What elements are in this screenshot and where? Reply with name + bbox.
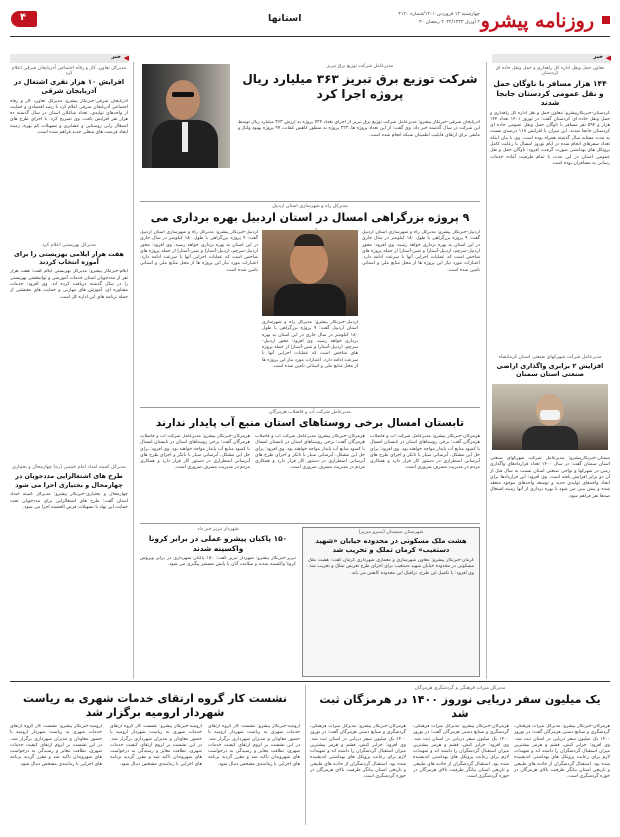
kicker-3: مدیرکل کمیته امداد امام خمینی (ره) چهارمحال و بختیاری — [12, 465, 126, 471]
article-body-col2: هرمزگان-خبرنگار پیشرو: مدیرکل میراث فرهنگی، گردشگری و صنایع دستی هرمزگان گفت: در نوروز ۱۴۰۰ یک میلیون سفر دریایی در استان ثبت شد. وی افزود: جزایر کیش، قشم و هرمز بیشترین میزان استقبال گردشگران را داشته اند و تمهیدات لازم برای رعایت پروتکل های بهداشتی اندیشیده شده بود. استقبال گردشگران از جاذبه های طبیعی و تاریخی استان بیانگر ظرفیت بالای هرمزگان در حوزه گردشگری است. — [413, 724, 509, 780]
article-body: آذربایجان شرقی-خبرنگار پیشرو: مدیرکل تعاون، کار و رفاه اجتماعی آذربایجان شرقی اعلام کرد با رشد اقتصادی و حمایت از واحدهای تولیدی، تعداد شاغلان استان در سال گذشته ده هزار نفر افزایش یافت. وی تصریح کرد: با اجرای طرح های اشتغال زایی روستایی و عشایری و تسهیلات کم بهره، زمینه ایجاد فرصت های شغلی جدید فراهم شده است. — [10, 98, 128, 136]
article-body-col2: ارومیه-خبرنگار پیشرو: نشست کار گروه ارتقای خدمات شهری به ریاست شهردار ارومیه با حضور معاونان و مدیران شهرداری برگزار شد. در این نشست بر لزوم ارتقای کیفیت خدمات شهری، نظافت معابر و رسیدگی به درخواست های شهروندان تاکید شد و مقرر گردید برنامه های اجرایی با زمانبندی مشخص دنبال شود. — [110, 724, 202, 767]
headline: ۱۵۰ پاکبان پیشرو عملی در برابر کرونا واکسینه شدند — [148, 534, 288, 553]
article-body-col3: هرمزگان-خبرنگار پیشرو: مدیرکل میراث فرهنگی، گردشگری و صنایع دستی هرمزگان گفت: در نوروز ۱۴۰۰ یک میلیون سفر دریایی در استان ثبت شد. وی افزود: جزایر کیش، قشم و هرمز بیشترین میزان استقبال گردشگران را داشته اند و تمهیدات لازم برای رعایت پروتکل های بهداشتی اندیشیده شده بود. استقبال گردشگران از جاذبه های طبیعی و تاریخی استان بیانگر ظرفیت بالای هرمزگان در حوزه گردشگری است. — [310, 724, 406, 780]
article-body-col3: اردبیل-خبرنگار پیشرو: مدیرکل راه و شهرسازی استان اردبیل گفت: ۹ پروژه بزرگراهی با طول ۱۸۰ کیلومتر در سال جاری در این استان به بهره برداری خواهد رسید. وی افزود: محور اردبیل-سرچم، اردبیل-آستارا و نمین-آستارا از جمله پروژه های شاخص است که عملیات اجرایی آنها با سرعت ادامه دارد. اعتبارات مورد نیاز این پروژه ها از محل منابع ملی و استانی تامین شده است. — [262, 320, 358, 370]
kicker: مدیرکل میراث فرهنگی و گردشگری هرمزگان — [414, 686, 506, 691]
article-body-2: ایلام-خبرنگار پیشرو: مدیرکل بهزیستی ایلام گفت: هفت هزار نفر از مددجویان استان خدمات آموزشی و توانبخشی بهزیستی را در سال گذشته دریافت کرده اند. وی افزود: خدمات مشاوره ای، آموزش های مهارتی و حمایت های معیشتی از جمله برنامه های این اداره کل است. — [10, 269, 128, 300]
kicker: شهرستان سیستان (سیرو میریز) — [358, 530, 424, 535]
photo-official-masked — [492, 384, 608, 450]
label-right: خبر — [593, 54, 603, 60]
kicker: مدیرکل راه و شهرسازی استان اردبیل — [272, 204, 348, 209]
article-body: اردبیل-خبرنگار پیشرو: مدیرکل راه و شهرسازی استان اردبیل گفت: ۹ پروژه بزرگراهی با طول ۱۸۰ کیلومتر در سال جاری در این استان به بهره برداری خواهد رسید. وی افزود: محور اردبیل-سرچم، اردبیل-آستارا و نمین-آستارا از جمله پروژه های شاخص است که عملیات اجرایی آنها با سرعت ادامه دارد. اعتبارات مورد نیاز این پروژه ها از محل منابع ملی و استانی تامین شده است. — [362, 230, 480, 273]
headline: تابستان امسال برخی روستاهای استان منبع آب پایدار ندارند — [155, 417, 465, 429]
arrow-left-icon: ◀ — [123, 54, 129, 62]
photo-official-tabriz — [142, 64, 230, 168]
label-bar-right — [492, 54, 610, 63]
kicker: مدیرعامل شرکت توزیع برق تبریز — [326, 64, 394, 69]
kicker: مدیرعامل شرکت آب و فاضلاب هرمزگان — [269, 410, 351, 415]
article-body-col2: اردبیل-خبرنگار پیشرو: مدیرکل راه و شهرسازی استان اردبیل گفت: ۹ پروژه بزرگراهی با طول ۱۸۰ کیلومتر در سال جاری در این استان به بهره برداری خواهد رسید. وی افزود: محور اردبیل-سرچم، اردبیل-آستارا و نمین-آستارا از جمله پروژه های شاخص است که عملیات اجرایی آنها با سرعت ادامه دارد. اعتبارات مورد نیاز این پروژه ها از محل منابع ملی و استانی تامین شده است. — [140, 230, 258, 273]
section-title: استانها — [268, 13, 302, 24]
red-square-right — [602, 16, 610, 24]
col-left — [10, 66, 128, 676]
headline: نشست کار گروه ارتقای خدمات شهری به ریاست شهردار ارومیه برگزار شد — [23, 692, 287, 719]
photo-official-ardabil — [262, 230, 358, 316]
article-body: ارومیه-خبرنگار پیشرو: نشست کار گروه ارتقای خدمات شهری به ریاست شهردار ارومیه با حضور معاونان و مدیران شهرداری برگزار شد. در این نشست بر لزوم ارتقای کیفیت خدمات شهری، نظافت معابر و رسیدگی به درخواست های شهروندان تاکید شد و مقرر گردید برنامه های اجرایی با زمانبندی مشخص دنبال شود. — [208, 724, 300, 767]
article-body: هرمزگان-خبرنگار پیشرو: مدیرعامل شرکت آب و فاضلاب هرمزگان گفت: برخی روستاهای استان در تابستان امسال با کمبود منابع آب پایدار مواجه خواهند بود. وی افزود: برای حل این مشکل، آبرسانی سیار با تانکر و اجرای طرح های آبرسانی اضطراری در دستور کار قرار دارد و همکاری مردم در مدیریت مصرف ضروری است. — [370, 434, 480, 471]
article-body: کردستان-خبرنگارپیشرو: معاون حمل و نقل اداره کل راهداری و حمل ونقل جاده ای کردستان گفت: در نوروز ۱۴۰۱ تعداد ۱۴۴ هزار و ۵۹۴ نفر مسافر با ناوگان حمل ونقل عمومی جاده ای کردستان جابجا شدند. این میزان با افزایش ۱۱۸ درصدی نسبت به مدت مشابه سال گذشته همراه بوده است. وی با بیان اینکه تعداد سفرهای انجام شده در ایام نوروز امسال با رعایت کامل پروتکل های بهداشتی صورت گرفت، افزود: ناوگان حمل و نقل عمومی استان در این مدت با تمام ظرفیت آماده خدمات رسانی به مسافران بوده است. — [490, 110, 610, 166]
headline-2: افزایش ۲ برابری واگذاری اراضی صنعتی استان سمنان — [496, 361, 604, 379]
headline-2: هفت هزار ایلامی بهزیستی را برای آموزه انتخاب کردند — [14, 249, 124, 266]
box-kerman — [302, 527, 480, 677]
kicker: معاون حمل ونقل اداره کل راهداری و حمل ونقل جاده ای کردستان — [495, 66, 605, 76]
masthead — [0, 0, 620, 42]
tabestan-article — [140, 410, 480, 520]
arrow-right-icon: ◀ — [605, 54, 611, 62]
article-body-3: چهارمحال و بختیاری-خبرنگار پیشرو: مدیرکل کمیته امداد استان گفت: طرح های اشتغالزایی برای مددجویان تحت حمایت این نهاد با تسهیلات قرض الحسنه اجرا می شود. — [10, 492, 128, 510]
middle-ardabil — [140, 204, 480, 404]
headline: افزایش ۱۰ هزار نفری اشتغال در آذربایجان شرقی — [13, 78, 125, 95]
headline: ۱۴۴ هزار مسافر با ناوگان حمل و نقل عمومی کردستان جابجا شدند — [493, 79, 607, 107]
bottom-right — [310, 686, 610, 828]
kicker: مدیرکل تعاون، کار و رفاه اجتماعی آذربایجان شرقی اعلام کرد — [11, 66, 127, 76]
page-number-badge — [11, 11, 37, 27]
masthead-logo: روزنامه پیشرو — [480, 10, 594, 32]
article-body: آذربایجان شرقی-خبرنگار پیشرو: مدیرعامل شرکت توزیع برق تبریز از اجرای تعداد ۷۲۴ پروژه به ارزش ۳۶۳ میلیارد ریال توسط این شرکت در سال گذشته خبر داد. وی گفت: از این تعداد پروژه ها، ۲۲۳ پروژه به منظور کاهش تلفات، ۹۹ پروژه بهبود ولتاژ و مابقی برای ارتقای قابلیت اطمینان شبکه انجام شده است. — [238, 120, 480, 138]
main-top — [140, 64, 480, 198]
kicker-2: مدیرکل بهزیستی اعلام کرد — [42, 242, 96, 248]
article-body-col3: ارومیه-خبرنگار پیشرو: نشست کار گروه ارتقای خدمات شهری به ریاست شهردار ارومیه با حضور معاونان و مدیران شهرداری برگزار شد. در این نشست بر لزوم ارتقای کیفیت خدمات شهری، نظافت معابر و رسیدگی به درخواست های شهروندان تاکید شد و مقرر گردید برنامه های اجرایی با زمانبندی مشخص دنبال شود. — [10, 724, 102, 767]
article-body: تبریز-خبرنگار پیشرو: شهردار تبریز گفت: ۱۵۰ پاکبان شهرداری در برابر ویروس کرونا واکسینه شدند و سلامت آنان با پایش مستمر پیگیری می شود. — [140, 556, 296, 568]
bottom-left — [10, 686, 300, 828]
headline: شرکت توزیع برق تبریز ۳۶۳ میلیارد ریال پروژه اجرا کرد — [242, 72, 478, 101]
page-number: ۴ — [20, 12, 27, 23]
masthead-date-other: ۲ آوریل ۲۰۲۲/۱۴۴۳ رمضان ۳۰ — [418, 20, 480, 25]
article-body-col2: هرمزگان-خبرنگار پیشرو: مدیرعامل شرکت آب و فاضلاب هرمزگان گفت: برخی روستاهای استان در تابستان امسال با کمبود منابع آب پایدار مواجه خواهند بود. وی افزود: برای حل این مشکل، آبرسانی سیار با تانکر و اجرای طرح های آبرسانی اضطراری در دستور کار قرار دارد و همکاری مردم در مدیریت مصرف ضروری است. — [255, 434, 365, 471]
headline: یک میلیون سفر دریایی نوروز ۱۴۰۰ در هرمزگان ثبت شد — [319, 693, 601, 720]
kicker: شهردار تبریز خبر داد — [197, 527, 239, 532]
label-left: خبر — [111, 54, 121, 60]
corona-article — [140, 527, 296, 675]
masthead-date-fa: چهارشنبه ۱۴ فروردین ۱۴۰۱/شماره ۴۱۲۰ — [398, 12, 480, 17]
article-body: کرمان-خبرنگار پیشرو: معاون شهرسازی و معماری شهرداری کرمان گفت: هشت ملک مسکونی در محدوده خیابان شهید دستغیب برای اجرای طرح تعریض تملک و تخریب شد. وی افزود: با تکمیل این طرح، ترافیک این محدوده کاهش می یابد. — [308, 558, 474, 576]
headline-3: طرح های اشتغالزایی مددجویان در چهارمحال و بختیاری اجرا می شود — [15, 472, 123, 489]
headline: ۹ پروژه بزرگراهی امسال در استان اردبیل بهره برداری می — [150, 211, 470, 224]
article-body-col3: هرمزگان-خبرنگار پیشرو: مدیرعامل شرکت آب و فاضلاب هرمزگان گفت: برخی روستاهای استان در تابستان امسال با کمبود منابع آب پایدار مواجه خواهند بود. وی افزود: برای حل این مشکل، آبرسانی سیار با تانکر و اجرای طرح های آبرسانی اضطراری در دستور کار قرار دارد و همکاری مردم در مدیریت مصرف ضروری است. — [140, 434, 250, 471]
headline: هشت ملک مسکونی در محدوده خیابان «شهید دستغیب» کرمان تملک و تخریب شد — [315, 537, 467, 554]
article-body: هرمزگان-خبرنگار پیشرو: مدیرکل میراث فرهنگی، گردشگری و صنایع دستی هرمزگان گفت: در نوروز ۱۴۰۰ یک میلیون سفر دریایی در استان ثبت شد. وی افزود: جزایر کیش، قشم و هرمز بیشترین میزان استقبال گردشگران را داشته اند و تمهیدات لازم برای رعایت پروتکل های بهداشتی اندیشیده شده بود. استقبال گردشگران از جاذبه های طبیعی و تاریخی استان بیانگر ظرفیت بالای هرمزگان در حوزه گردشگری است. — [514, 724, 610, 780]
kicker-2: مدیرعامل شرکت شهرکهای صنعتی استان کرمانشاه — [498, 354, 602, 360]
label-bar-left — [10, 54, 128, 63]
article-body-2: سمنان-خبرنگارپیشرو: مدیرعامل شرکت شهرکهای صنعتی استان سمنان گفت: در سال ۱۴۰۰ تعداد قراردادهای واگذاری زمین در شهرکها و نواحی صنعتی استان نسبت به سال قبل از آن دو برابر افزایش یافته است. وی افزود: این قراردادها برای ایجاد واحدهای تولیدی جدید و توسعه واحدهای موجود منعقد شده و پیش بینی می شود با بهره برداری از آنها زمینه اشتغال صدها نفر فراهم شود. — [490, 456, 610, 499]
col-right — [490, 66, 610, 676]
